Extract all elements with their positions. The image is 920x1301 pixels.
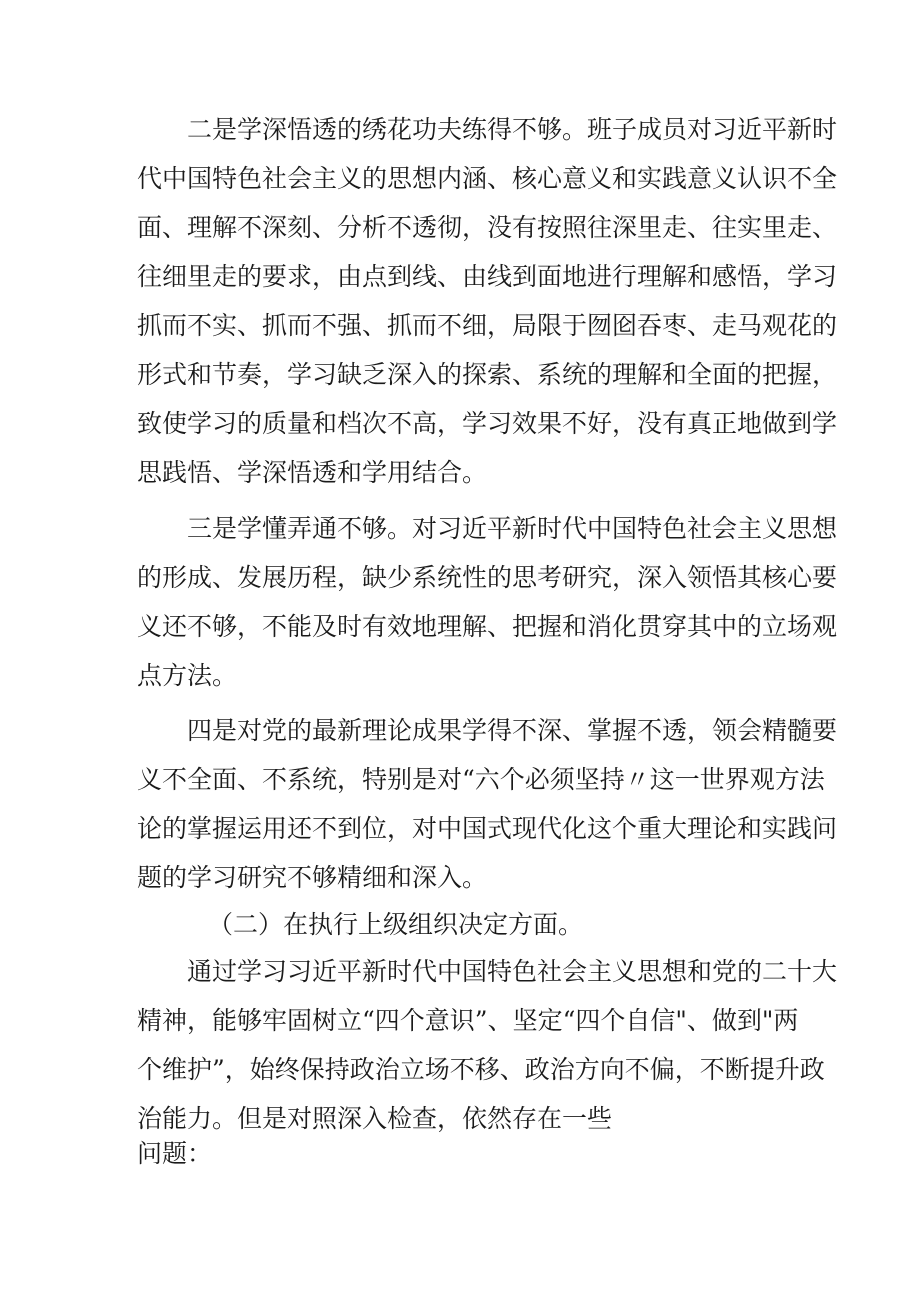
paragraph-line: 三是学懂弄通不够。对习近平新时代中国特色社会主义思想 [187, 514, 838, 543]
section-heading: （二）在执行上级组织决定方面。 [208, 910, 584, 939]
paragraph-line: 精神，能够牢固树立“四个意识”、坚定“四个自信"、做到"两 [137, 1006, 799, 1035]
paragraph-line: 题的学习研究不够精细和深入。 [137, 863, 488, 892]
paragraph-line: 致使学习的质量和档次不高，学习效果不好，没有真正地做到学 [137, 409, 838, 438]
paragraph-line: 义还不够，不能及时有效地理解、把握和消化贯穿其中的立场观 [137, 612, 838, 641]
paragraph-line: 个维护”，始终保持政治立场不移、政治方向不偏，不断提升政 [137, 1055, 825, 1084]
paragraph-line: 论的掌握运用还不到位，对中国式现代化这个重大理论和实践问 [137, 814, 838, 843]
paragraph-line: 面、理解不深刻、分析不透彻，没有按照往深里走、往实里走、 [137, 213, 838, 242]
paragraph-line: 抓而不实、抓而不强、抓而不细，局限于囫囵吞枣、走马观花的 [137, 311, 838, 340]
paragraph-line: 四是对党的最新理论成果学得不深、掌握不透，领会精髓要 [187, 716, 838, 745]
paragraph-line: 通过学习习近平新时代中国特色社会主义思想和党的二十大 [187, 957, 838, 986]
paragraph-line: 点方法。 [137, 661, 238, 690]
paragraph-line: 的形成、发展历程，缺少系统性的思考研究，深入领悟其核心要 [137, 563, 838, 592]
paragraph-line: 形式和节奏，学习缺乏深入的探索、系统的理解和全面的把握， [137, 360, 838, 389]
paragraph-line: 思践悟、学深悟透和学用结合。 [137, 458, 488, 487]
paragraph-line: 治能力。但是对照深入检查，依然存在一些 [137, 1104, 613, 1133]
paragraph-line: 代中国特色社会主义的思想内涵、核心意义和实践意义认识不全 [137, 164, 838, 193]
paragraph-line: 问题： [137, 1139, 213, 1168]
paragraph-line: 义不全面、不系统，特别是对“六个必须坚持〃这一世界观方法 [137, 765, 825, 794]
paragraph-line: 往细里走的要求，由点到线、由线到面地进行理解和感悟，学习 [137, 262, 838, 291]
paragraph-line: 二是学深悟透的绣花功夫练得不够。班子成员对习近平新时 [187, 115, 838, 144]
